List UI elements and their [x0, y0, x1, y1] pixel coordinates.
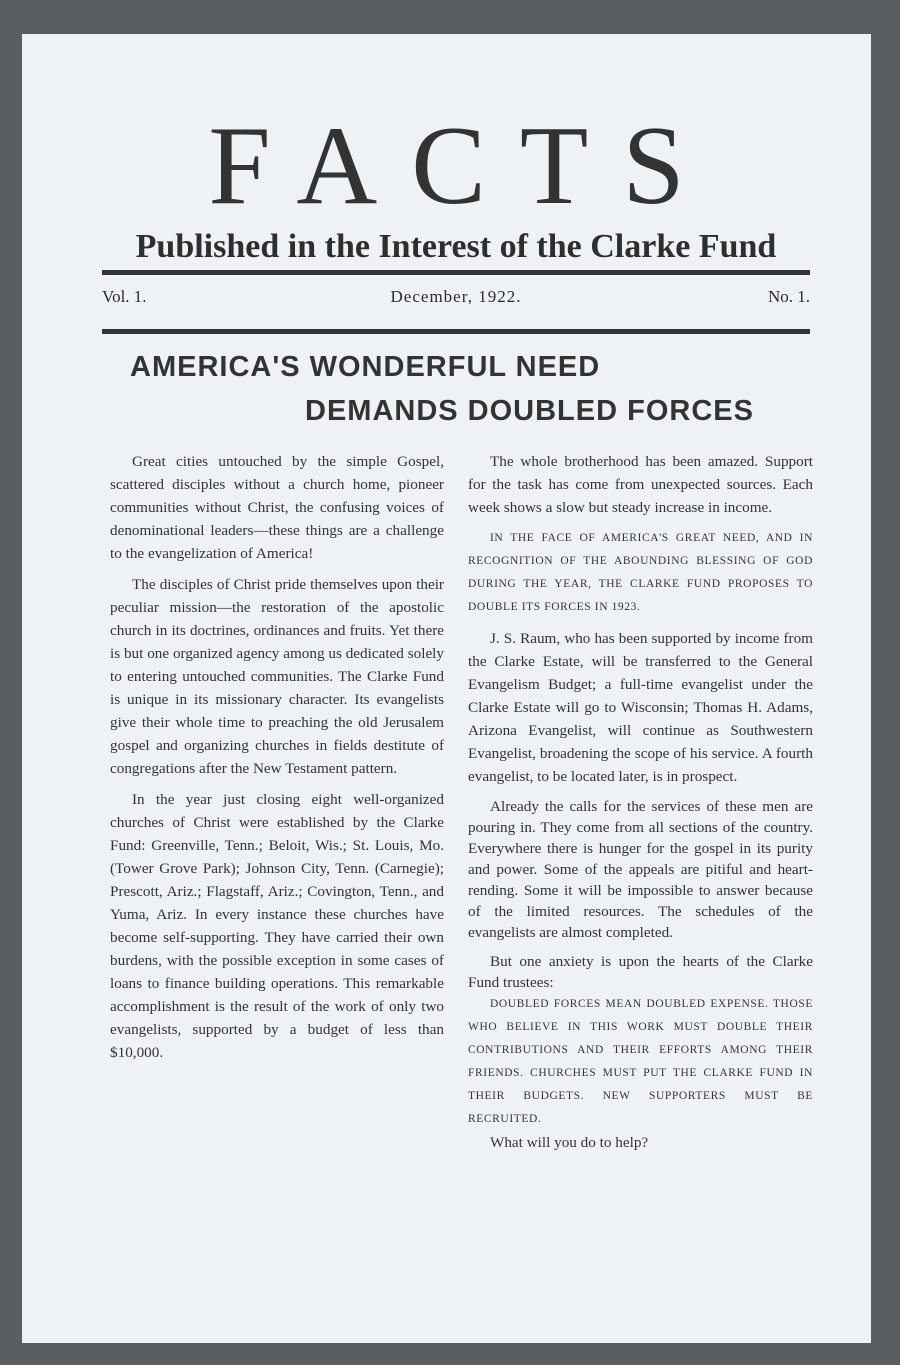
- right-paragraph-3: J. S. Raum, who has been supported by income from the Clarke Estate, will be transferred to the General Evangelism Budget; a full-time evangelist under the Clarke Estate will go to Wisconsin; Thomas H. Adams, Arizona Evangelist, will continue as Southwestern Evangelist, broadening the scope of his service. A fourth evangelist, to be located later, is in prospect.: [468, 630, 813, 785]
- masthead-subtitle: Published in the Interest of the Clarke Fund: [135, 228, 777, 265]
- headline-line-1: AMERICA'S WONDERFUL NEED: [130, 351, 601, 383]
- left-column: [110, 450, 444, 1072]
- issue-date: December, 1922.: [390, 287, 522, 306]
- right-column: [468, 450, 813, 1154]
- top-rule: [102, 270, 810, 275]
- bottom-rule: [102, 329, 810, 334]
- right-paragraph-4: Already the calls for the services of these men are pouring in. They come from all sections of the country. Everywhere there is hunger for the gospel in its purity and power. Some of the appeals are pitiful and heart-rending. Some it will be impossible to answer because of the limited resources. The schedules of the evangelists are almost completed.: [468, 798, 813, 941]
- right-paragraph-2: IN THE FACE OF AMERICA'S GREAT NEED, AND IN RECOGNITION OF THE ABOUNDING BLESSING OF GOD DURING THE YEAR, THE CLARKE FUND PROPOSES TO DOUBLE ITS FORCES IN 1923.: [468, 532, 813, 613]
- right-paragraph-7: What will you do to help?: [490, 1134, 649, 1151]
- issue-volume: Vol. 1.: [102, 287, 147, 306]
- left-paragraph-2: The disciples of Christ pride themselves upon their peculiar mission—the restoration of the apostolic church in its doctrines, ordinances and fruits. Yet there is but one organized agency among us dedicated solely to entering untouched communities. The Clarke Fund is unique in its missionary character. Its evangelists give their whole time to preaching the old Jerusalem gospel and organizing churches in fields destitute of congregations after the New Testament pattern.: [110, 576, 444, 777]
- right-paragraph-5: But one anxiety is upon the hearts of the Clarke Fund trustees:: [468, 953, 813, 991]
- left-paragraph-3: In the year just closing eight well-organized churches of Christ were established by the Clarke Fund: Greenville, Tenn.; Beloit, Wis.; St. Louis, Mo. (Tower Grove Park); Johnson City, Tenn. (Carnegie); Prescott, Ariz.; Flagstaff, Ariz.; Covington, Tenn., and Yuma, Ariz. In every instance these churches have become self-supporting. They have carried their own burdens, with the possible exception in some cases of loans to finance building operations. This remarkable accomplishment is the result of the work of only two evangelists, supported by a budget of less than $10,000.: [110, 791, 444, 1061]
- newsletter-page: [22, 34, 871, 1343]
- left-paragraph-1: Great cities untouched by the simple Gospel, scattered disciples without a church home, pioneer communities without Christ, the confusing voices of denominational leaders—these things are a challenge to the evangelization of America!: [110, 453, 444, 562]
- headline-line-2: DEMANDS DOUBLED FORCES: [305, 395, 754, 427]
- issue-number: No. 1.: [767, 287, 810, 306]
- masthead-title: FACTS: [208, 104, 719, 228]
- right-paragraph-1: The whole brotherhood has been amazed. Support for the task has come from unexpected sources. Each week shows a slow but steady increase in income.: [468, 453, 813, 516]
- right-paragraph-6: DOUBLED FORCES MEAN DOUBLED EXPENSE. THOSE WHO BELIEVE IN THIS WORK MUST DOUBLE THEIR CONTRIBUTIONS AND THEIR EFFORTS AMONG THEIR FRIENDS. CHURCHES MUST PUT THE CLARKE FUND IN THEIR BUDGETS. NEW SUPPORTERS MUST BE RECRUITED.: [468, 998, 813, 1125]
